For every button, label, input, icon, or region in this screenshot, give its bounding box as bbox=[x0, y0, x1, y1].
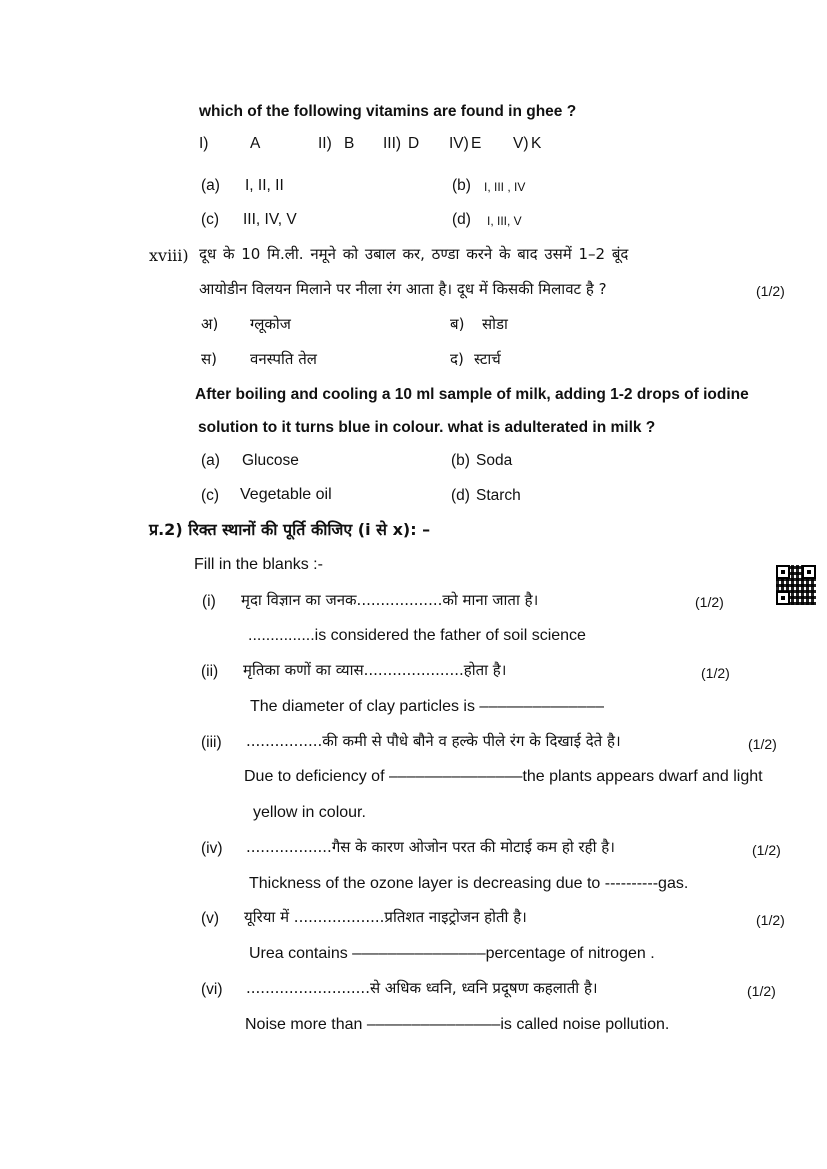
fib-4-number: (iv) bbox=[201, 840, 223, 857]
q18-english-option-a-text: Glucose bbox=[242, 452, 299, 469]
vitamin-option-c-label: (c) bbox=[201, 211, 220, 228]
q18-marks: (1/2) bbox=[756, 283, 785, 299]
vitamin-item-2-val: B bbox=[344, 135, 355, 152]
fib-5-hindi: यूरिया में ...................प्रतिशत नाइट्रोजन होती है। bbox=[244, 908, 527, 926]
vitamin-item-5-num: V) bbox=[513, 135, 529, 152]
fib-2-hindi: मृतिका कणों का व्यास.....................होता है। bbox=[243, 661, 507, 679]
q18-english-line2: solution to it turns blue in colour. what is adulterated in milk ? bbox=[198, 419, 656, 436]
q18-english-option-a-label: (a) bbox=[201, 452, 220, 469]
vitamin-item-5-val: K bbox=[531, 135, 542, 152]
q18-english-option-c-label: (c) bbox=[201, 487, 220, 504]
fib-1-hindi: मृदा विज्ञान का जनक..................को माना जाता है। bbox=[241, 591, 539, 609]
vitamin-option-c-text: III, IV, V bbox=[243, 211, 297, 228]
vitamin-item-1-num: I) bbox=[199, 135, 209, 152]
q18-english-option-d-text: Starch bbox=[476, 487, 521, 504]
q18-english-option-d-label: (d) bbox=[451, 487, 470, 504]
q18-hindi-option-b-label: ब) bbox=[450, 315, 465, 333]
fib-1-english: ...............is considered the father of soil science bbox=[248, 627, 586, 644]
fib-4-marks: (1/2) bbox=[752, 842, 781, 858]
q18-hindi-option-b-text: सोडा bbox=[482, 315, 508, 333]
q18-hindi-option-a-text: ग्लूकोज bbox=[250, 315, 291, 333]
vitamin-option-b-text: I, III , IV bbox=[484, 180, 526, 194]
vitamin-option-d-label: (d) bbox=[452, 211, 471, 228]
q2-subheading: Fill in the blanks :- bbox=[194, 556, 323, 573]
vitamin-question-text: which of the following vitamins are found in ghee ? bbox=[199, 103, 577, 120]
fib-5-english: Urea contains –––––––––––––––percentage of nitrogen . bbox=[249, 945, 655, 962]
fib-5-number: (v) bbox=[201, 910, 220, 927]
q18-hindi-option-a-label: अ) bbox=[201, 315, 219, 333]
fib-3-english-line2: yellow in colour. bbox=[253, 804, 366, 821]
q18-hindi-option-d-text: स्टार्च bbox=[474, 350, 501, 368]
fib-6-marks: (1/2) bbox=[747, 983, 776, 999]
fib-6-number: (vi) bbox=[201, 981, 223, 998]
vitamin-option-b-label: (b) bbox=[452, 177, 471, 194]
q18-hindi-line2: आयोडीन विलयन मिलाने पर नीला रंग आता है। दूध में किसकी मिलावट है ? bbox=[199, 280, 607, 298]
q18-number: xviii) bbox=[149, 246, 189, 265]
fib-2-marks: (1/2) bbox=[701, 665, 730, 681]
fib-2-english: The diameter of clay particles is –––––––––––––– bbox=[250, 698, 604, 715]
fib-6-english: Noise more than –––––––––––––––is called noise pollution. bbox=[245, 1016, 670, 1033]
fib-1-marks: (1/2) bbox=[695, 594, 724, 610]
fib-1-number: (i) bbox=[202, 593, 216, 610]
fib-3-number: (iii) bbox=[201, 734, 222, 751]
fib-4-hindi: ..................गैस के कारण ओजोन परत की मोटाई कम हो रही है। bbox=[246, 838, 615, 856]
q18-english-line1: After boiling and cooling a 10 ml sample of milk, adding 1-2 drops of iodine bbox=[195, 386, 749, 403]
vitamin-item-2-num: II) bbox=[318, 135, 332, 152]
fib-3-marks: (1/2) bbox=[748, 736, 777, 752]
vitamin-option-a-label: (a) bbox=[201, 177, 220, 194]
fib-6-hindi: ..........................से अधिक ध्वनि, ध्वनि प्रदूषण कहलाती है। bbox=[246, 979, 598, 997]
q18-hindi-option-c-text: वनस्पति तेल bbox=[250, 350, 317, 368]
vitamin-option-d-text: I, III, V bbox=[487, 214, 522, 228]
q18-english-option-c-text: Vegetable oil bbox=[240, 486, 332, 503]
q18-hindi-option-d-label: द) bbox=[450, 350, 464, 368]
vitamin-option-a-text: I, II, II bbox=[245, 177, 284, 194]
vitamin-item-4-val: E bbox=[471, 135, 482, 152]
q18-english-option-b-label: (b) bbox=[451, 452, 470, 469]
q18-english-option-b-text: Soda bbox=[476, 452, 513, 469]
vitamin-item-3-val: D bbox=[408, 135, 420, 152]
fib-3-english: Due to deficiency of –––––––––––––––the plants appears dwarf and light bbox=[244, 768, 763, 785]
fib-4-english: Thickness of the ozone layer is decreasing due to ----------gas. bbox=[249, 875, 689, 892]
q2-heading: प्र.2) रिक्त स्थानों की पूर्ति कीजिए (i से x): – bbox=[149, 520, 431, 539]
vitamin-item-1-val: A bbox=[250, 135, 261, 152]
vitamin-item-3-num: III) bbox=[383, 135, 402, 152]
fib-5-marks: (1/2) bbox=[756, 912, 785, 928]
qr-code-icon bbox=[776, 565, 816, 605]
vitamin-item-4-num: IV) bbox=[449, 135, 469, 152]
q18-hindi-line1: दूध के 10 मि.ली. नमूने को उबाल कर, ठण्डा करने के बाद उसमें 1–2 बूंद bbox=[199, 245, 629, 263]
fib-3-hindi: ................की कमी से पौधे बौने व हल्के पीले रंग के दिखाई देते है। bbox=[246, 732, 621, 750]
fib-2-number: (ii) bbox=[201, 663, 219, 680]
q18-hindi-option-c-label: स) bbox=[201, 350, 217, 368]
